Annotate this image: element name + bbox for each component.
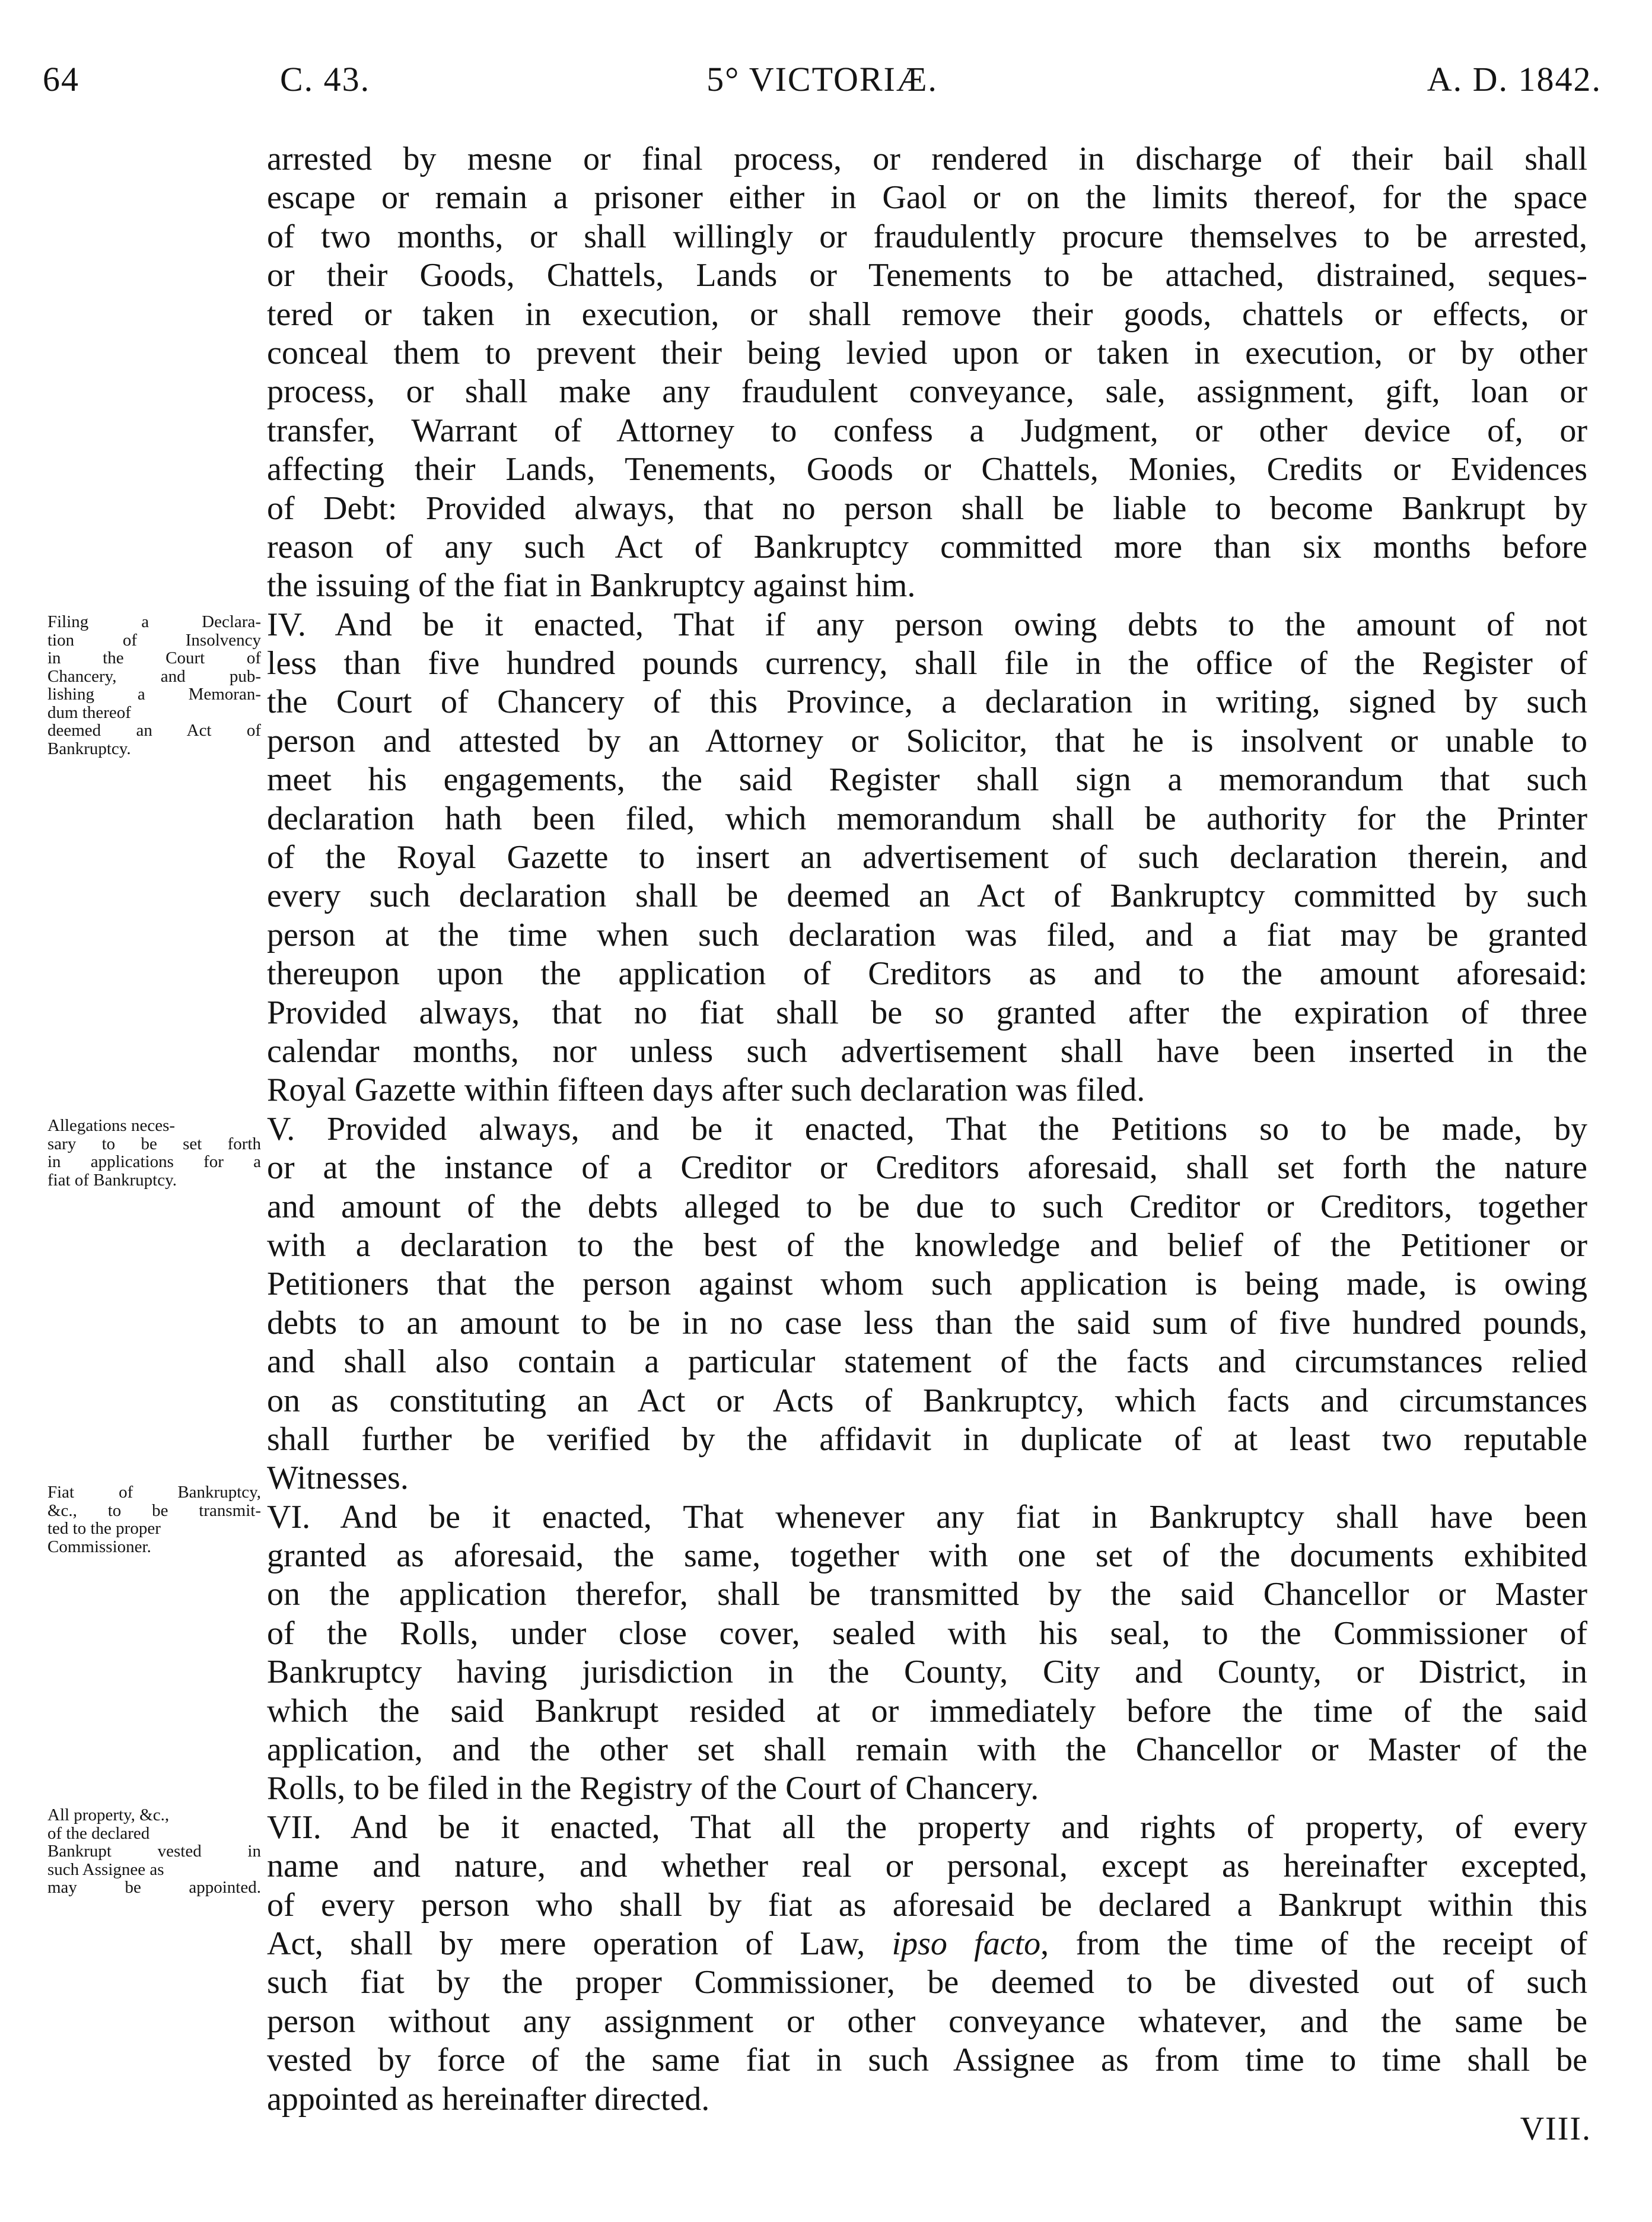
text-line: on as constituting an Act or Acts of Bankruptcy, which facts and circumstances [267, 1382, 1587, 1419]
text-line: transfer, Warrant of Attorney to confess a Judgment, or other device of, or [267, 412, 1587, 449]
text-line: thereupon upon the application of Creditors as and to the amount aforesaid: [267, 955, 1587, 993]
text-line: Petitioners that the person against whom such application is being made, is owing [267, 1266, 1587, 1303]
margin-note-line: Bankruptcy. [47, 739, 131, 758]
text-line: with a declaration to the best of the knowledge and belief of the Petitioner or [267, 1226, 1587, 1264]
text-line: less than five hundred pounds currency, shall file in the office of the Register of [267, 645, 1587, 682]
text-line: arrested by mesne or final process, or rendered in discharge of their bail shall [267, 141, 1587, 177]
margin-note-line: Fiat of Bankruptcy, [47, 1483, 261, 1502]
text-line: of Debt: Provided always, that no person shall be liable to become Bankrupt by [267, 489, 1587, 527]
text-line: tered or taken in execution, or shall remove their goods, chattels or effects, or [267, 295, 1587, 333]
text-line: Royal Gazette within fifteen days after such declaration was filed. [267, 1072, 1145, 1109]
chapter-number: C. 43. [280, 60, 371, 98]
page-number: 64 [43, 60, 79, 98]
margin-note-line: Chancery, and pub- [47, 667, 261, 685]
text-line: Witnesses. [267, 1460, 409, 1497]
text-line: shall further be verified by the affidavit in duplicate of at least two reputable [267, 1420, 1587, 1458]
margin-note-line: in applications for a [47, 1153, 261, 1171]
text-line: of the Rolls, under close cover, sealed with his seal, to the Commissioner of [267, 1614, 1587, 1652]
catchword: VIII. [1520, 2110, 1591, 2147]
text-line: of every person who shall by fiat as aforesaid be declared a Bankrupt within this [267, 1886, 1587, 1924]
text-line: and shall also contain a particular statement of the facts and circumstances relied [267, 1343, 1587, 1381]
margin-note-line: dum thereof [47, 703, 131, 721]
ipso-facto-italic: ipso facto [892, 1925, 1041, 1962]
text-line: which the said Bankrupt resided at or immediately before the time of the said [267, 1692, 1587, 1730]
section-vi-start: VI. And be it enacted, That whenever any fiat in Bankruptcy shall have been [267, 1498, 1587, 1536]
text-line: and amount of the debts alleged to be due to such Creditor or Creditors, together [267, 1188, 1587, 1225]
margin-note-line: deemed an Act of [47, 721, 261, 740]
margin-note-line: may be appointed. [47, 1878, 261, 1897]
text-line: the Court of Chancery of this Province, a declaration in writing, signed by such [267, 684, 1587, 721]
text-line: appointed as hereinafter directed. [267, 2080, 710, 2118]
text-line: of two months, or shall willingly or fraudulently procure themselves to be arrested, [267, 218, 1587, 255]
text-line: every such declaration shall be deemed an Act of Bankruptcy committed by such [267, 878, 1587, 915]
margin-note-line: sary to be set forth [47, 1134, 261, 1153]
margin-note-line: ted to the proper [47, 1520, 161, 1538]
regnal-year: 5° VICTORIÆ. [706, 60, 938, 98]
margin-note-line: Filing a Declara- [47, 613, 261, 631]
text-line: affecting their Lands, Tenements, Goods or Chattels, Monies, Credits or Evidences [267, 451, 1587, 488]
text-line: or at the instance of a Creditor or Creditors aforesaid, shall set forth the nature [267, 1149, 1587, 1187]
margin-note-section-vi [47, 1483, 261, 1556]
margin-note-line: Commissioner. [47, 1537, 151, 1556]
text-line-ipso-facto: Act, shall by mere operation of Law, ipso facto, from the time of the receipt of [267, 1925, 1587, 1962]
margin-note-line: lishing a Memoran- [47, 685, 261, 704]
text-line: person and attested by an Attorney or Solicitor, that he is insolvent or unable to [267, 722, 1587, 759]
section-iv-start: IV. And be it enacted, That if any person owing debts to the amount of not [267, 606, 1587, 643]
text-line: granted as aforesaid, the same, together with one set of the documents exhibited [267, 1537, 1587, 1575]
text-line: such fiat by the proper Commissioner, be deemed to be divested out of such [267, 1964, 1587, 2001]
text-line: calendar months, nor unless such advertisement shall have been inserted in the [267, 1032, 1587, 1070]
statute-text [267, 140, 1587, 2119]
margin-note-section-v [47, 1117, 261, 1189]
text-line: escape or remain a prisoner either in Gaol or on the limits thereof, for the space [267, 179, 1587, 217]
anno-domini: A. D. 1842. [1427, 60, 1602, 98]
section-v-start: V. Provided always, and be it enacted, That the Petitions so to be made, by [267, 1110, 1587, 1147]
text-line: meet his engagements, the said Register shall sign a memorandum that such [267, 761, 1587, 799]
text-line: Rolls, to be filed in the Registry of the Court of Chancery. [267, 1770, 1039, 1807]
margin-note-line: of the declared [47, 1824, 150, 1842]
margin-note-line: fiat of Bankruptcy. [47, 1171, 177, 1189]
text-line: person at the time when such declaration was filed, and a fiat may be granted [267, 916, 1587, 953]
text-line: vested by force of the same fiat in such Assignee as from time to time shall be [267, 2042, 1587, 2079]
running-header [43, 59, 1602, 113]
text-line: on the application therefor, shall be transmitted by the said Chancellor or Master [267, 1576, 1587, 1613]
margin-note-line: All property, &c., [47, 1806, 170, 1824]
text-line: application, and the other set shall remain with the Chancellor or Master of the [267, 1731, 1587, 1769]
text-line: or their Goods, Chattels, Lands or Tenements to be attached, distrained, seques- [267, 257, 1587, 294]
margin-note-line: &c., to be transmit- [47, 1501, 261, 1520]
text-line: Bankruptcy having jurisdiction in the County, City and County, or District, in [267, 1654, 1587, 1691]
margin-note-line: such Assignee as [47, 1860, 164, 1878]
text-line: Provided always, that no fiat shall be so granted after the expiration of three [267, 994, 1587, 1031]
text-line: the issuing of the fiat in Bankruptcy against him. [267, 567, 916, 605]
section-vii-start: VII. And be it enacted, That all the property and rights of property, of every [267, 1808, 1587, 1846]
margin-note-section-iv [47, 613, 261, 758]
text-line: process, or shall make any fraudulent conveyance, sale, assignment, gift, loan or [267, 373, 1587, 411]
text-line: person without any assignment or other conveyance whatever, and the same be [267, 2002, 1587, 2040]
text-line: declaration hath been filed, which memorandum shall be authority for the Printer [267, 800, 1587, 837]
text-line: debts to an amount to be in no case less than the said sum of five hundred pounds, [267, 1304, 1587, 1342]
margin-note-line: in the Court of [47, 649, 261, 667]
margin-note-section-vii [47, 1806, 261, 1897]
text-line: reason of any such Act of Bankruptcy committed more than six months before [267, 528, 1587, 565]
margin-note-line: tion of Insolvency [47, 631, 261, 649]
margin-note-line: Bankrupt vested in [47, 1842, 261, 1861]
text-line: name and nature, and whether real or personal, except as hereinafter excepted, [267, 1848, 1587, 1885]
text-line: of the Royal Gazette to insert an advertisement of such declaration therein, and [267, 839, 1587, 876]
margin-note-line: Allegations neces- [47, 1117, 176, 1135]
text-line: conceal them to prevent their being levied upon or taken in execution, or by other [267, 334, 1587, 371]
